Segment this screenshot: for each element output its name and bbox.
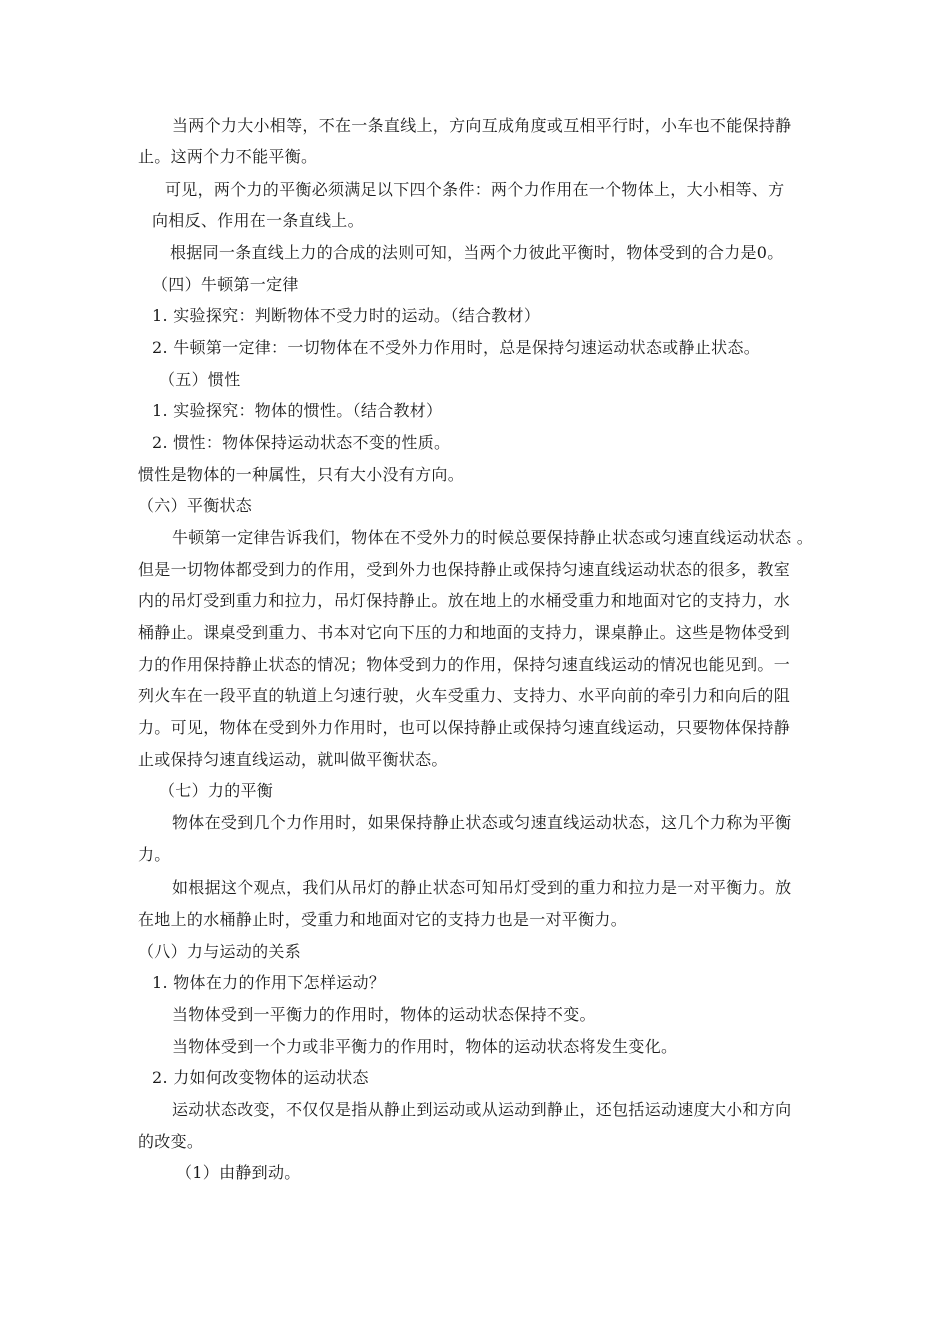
paragraph-line: 当物体受到一平衡力的作用时，物体的运动状态保持不变。 (172, 1005, 596, 1024)
paragraph-line: 力。 (138, 845, 171, 864)
section-heading: （五）惯性 (159, 370, 241, 389)
paragraph-line: 如根据这个观点，我们从吊灯的静止状态可知吊灯受到的重力和拉力是一对平衡力。放 (172, 878, 792, 897)
paragraph-line: 止。这两个力不能平衡。 (138, 147, 318, 166)
paragraph-line: 惯性是物体的一种属性，只有大小没有方向。 (138, 465, 465, 484)
list-item: 1. 实验探究：判断物体不受力时的运动。（结合教材） (152, 306, 541, 325)
paragraph-line: 物体在受到几个力作用时，如果保持静止状态或匀速直线运动状态，这几个力称为平衡 (172, 813, 792, 832)
list-item: 2. 力如何改变物体的运动状态 (152, 1068, 369, 1087)
paragraph-line: 运动状态改变，不仅仅是指从静止到运动或从运动到静止，还包括运动速度大小和方向 (172, 1100, 792, 1119)
paragraph-line: 在地上的水桶静止时，受重力和地面对它的支持力也是一对平衡力。 (138, 910, 628, 929)
paragraph-line: 力。可见，物体在受到外力作用时，也可以保持静止或保持匀速直线运动，只要物体保持静 (138, 718, 791, 737)
paragraph-line: 当物体受到一个力或非平衡力的作用时，物体的运动状态将发生变化。 (172, 1037, 678, 1056)
paragraph-line: 向相反、作用在一条直线上。 (152, 211, 364, 230)
paragraph-line: 内的吊灯受到重力和拉力，吊灯保持静止。放在地上的水桶受重力和地面对它的支持力，水 (138, 591, 791, 610)
paragraph-line: 力的作用保持静止状态的情况；物体受到力的作用，保持匀速直线运动的情况也能见到。一 (138, 655, 791, 674)
paragraph-line: 列火车在一段平直的轨道上匀速行驶，火车受重力、支持力、水平向前的牵引力和向后的阻 (138, 686, 791, 705)
section-heading: （七）力的平衡 (159, 781, 274, 800)
paragraph-line: 根据同一条直线上力的合成的法则可知，当两个力彼此平衡时，物体受到的合力是0。 (170, 243, 784, 262)
paragraph-line: 可见，两个力的平衡必须满足以下四个条件：两个力作用在一个物体上，大小相等、方 (165, 180, 785, 199)
paragraph-line: 牛顿第一定律告诉我们，物体在不受外力的时候总要保持静止状态或匀速直线运动状态 。 (172, 528, 814, 547)
paragraph-line: 止或保持匀速直线运动，就叫做平衡状态。 (138, 750, 448, 769)
paragraph-line: 当两个力大小相等，不在一条直线上，方向互成角度或互相平行时，小车也不能保持静 (172, 116, 792, 135)
list-item: 1. 物体在力的作用下怎样运动？ (152, 973, 386, 992)
list-item: 2. 惯性：物体保持运动状态不变的性质。 (152, 433, 451, 452)
section-heading: （八）力与运动的关系 (138, 942, 302, 961)
list-item: 1. 实验探究：物体的惯性。（结合教材） (152, 401, 443, 420)
list-item: 2. 牛顿第一定律：一切物体在不受外力作用时，总是保持匀速运动状态或静止状态。 (152, 338, 761, 357)
sub-item: （1）由静到动。 (176, 1163, 301, 1182)
paragraph-line: 但是一切物体都受到力的作用，受到外力也保持静止或保持匀速直线运动状态的很多，教室 (138, 560, 791, 579)
section-heading: （四）牛顿第一定律 (152, 275, 299, 294)
paragraph-line: 桶静止。课桌受到重力、书本对它向下压的力和地面的支持力，课桌静止。这些是物体受到 (138, 623, 791, 642)
section-heading: （六）平衡状态 (138, 496, 253, 515)
paragraph-line: 的改变。 (138, 1132, 204, 1151)
